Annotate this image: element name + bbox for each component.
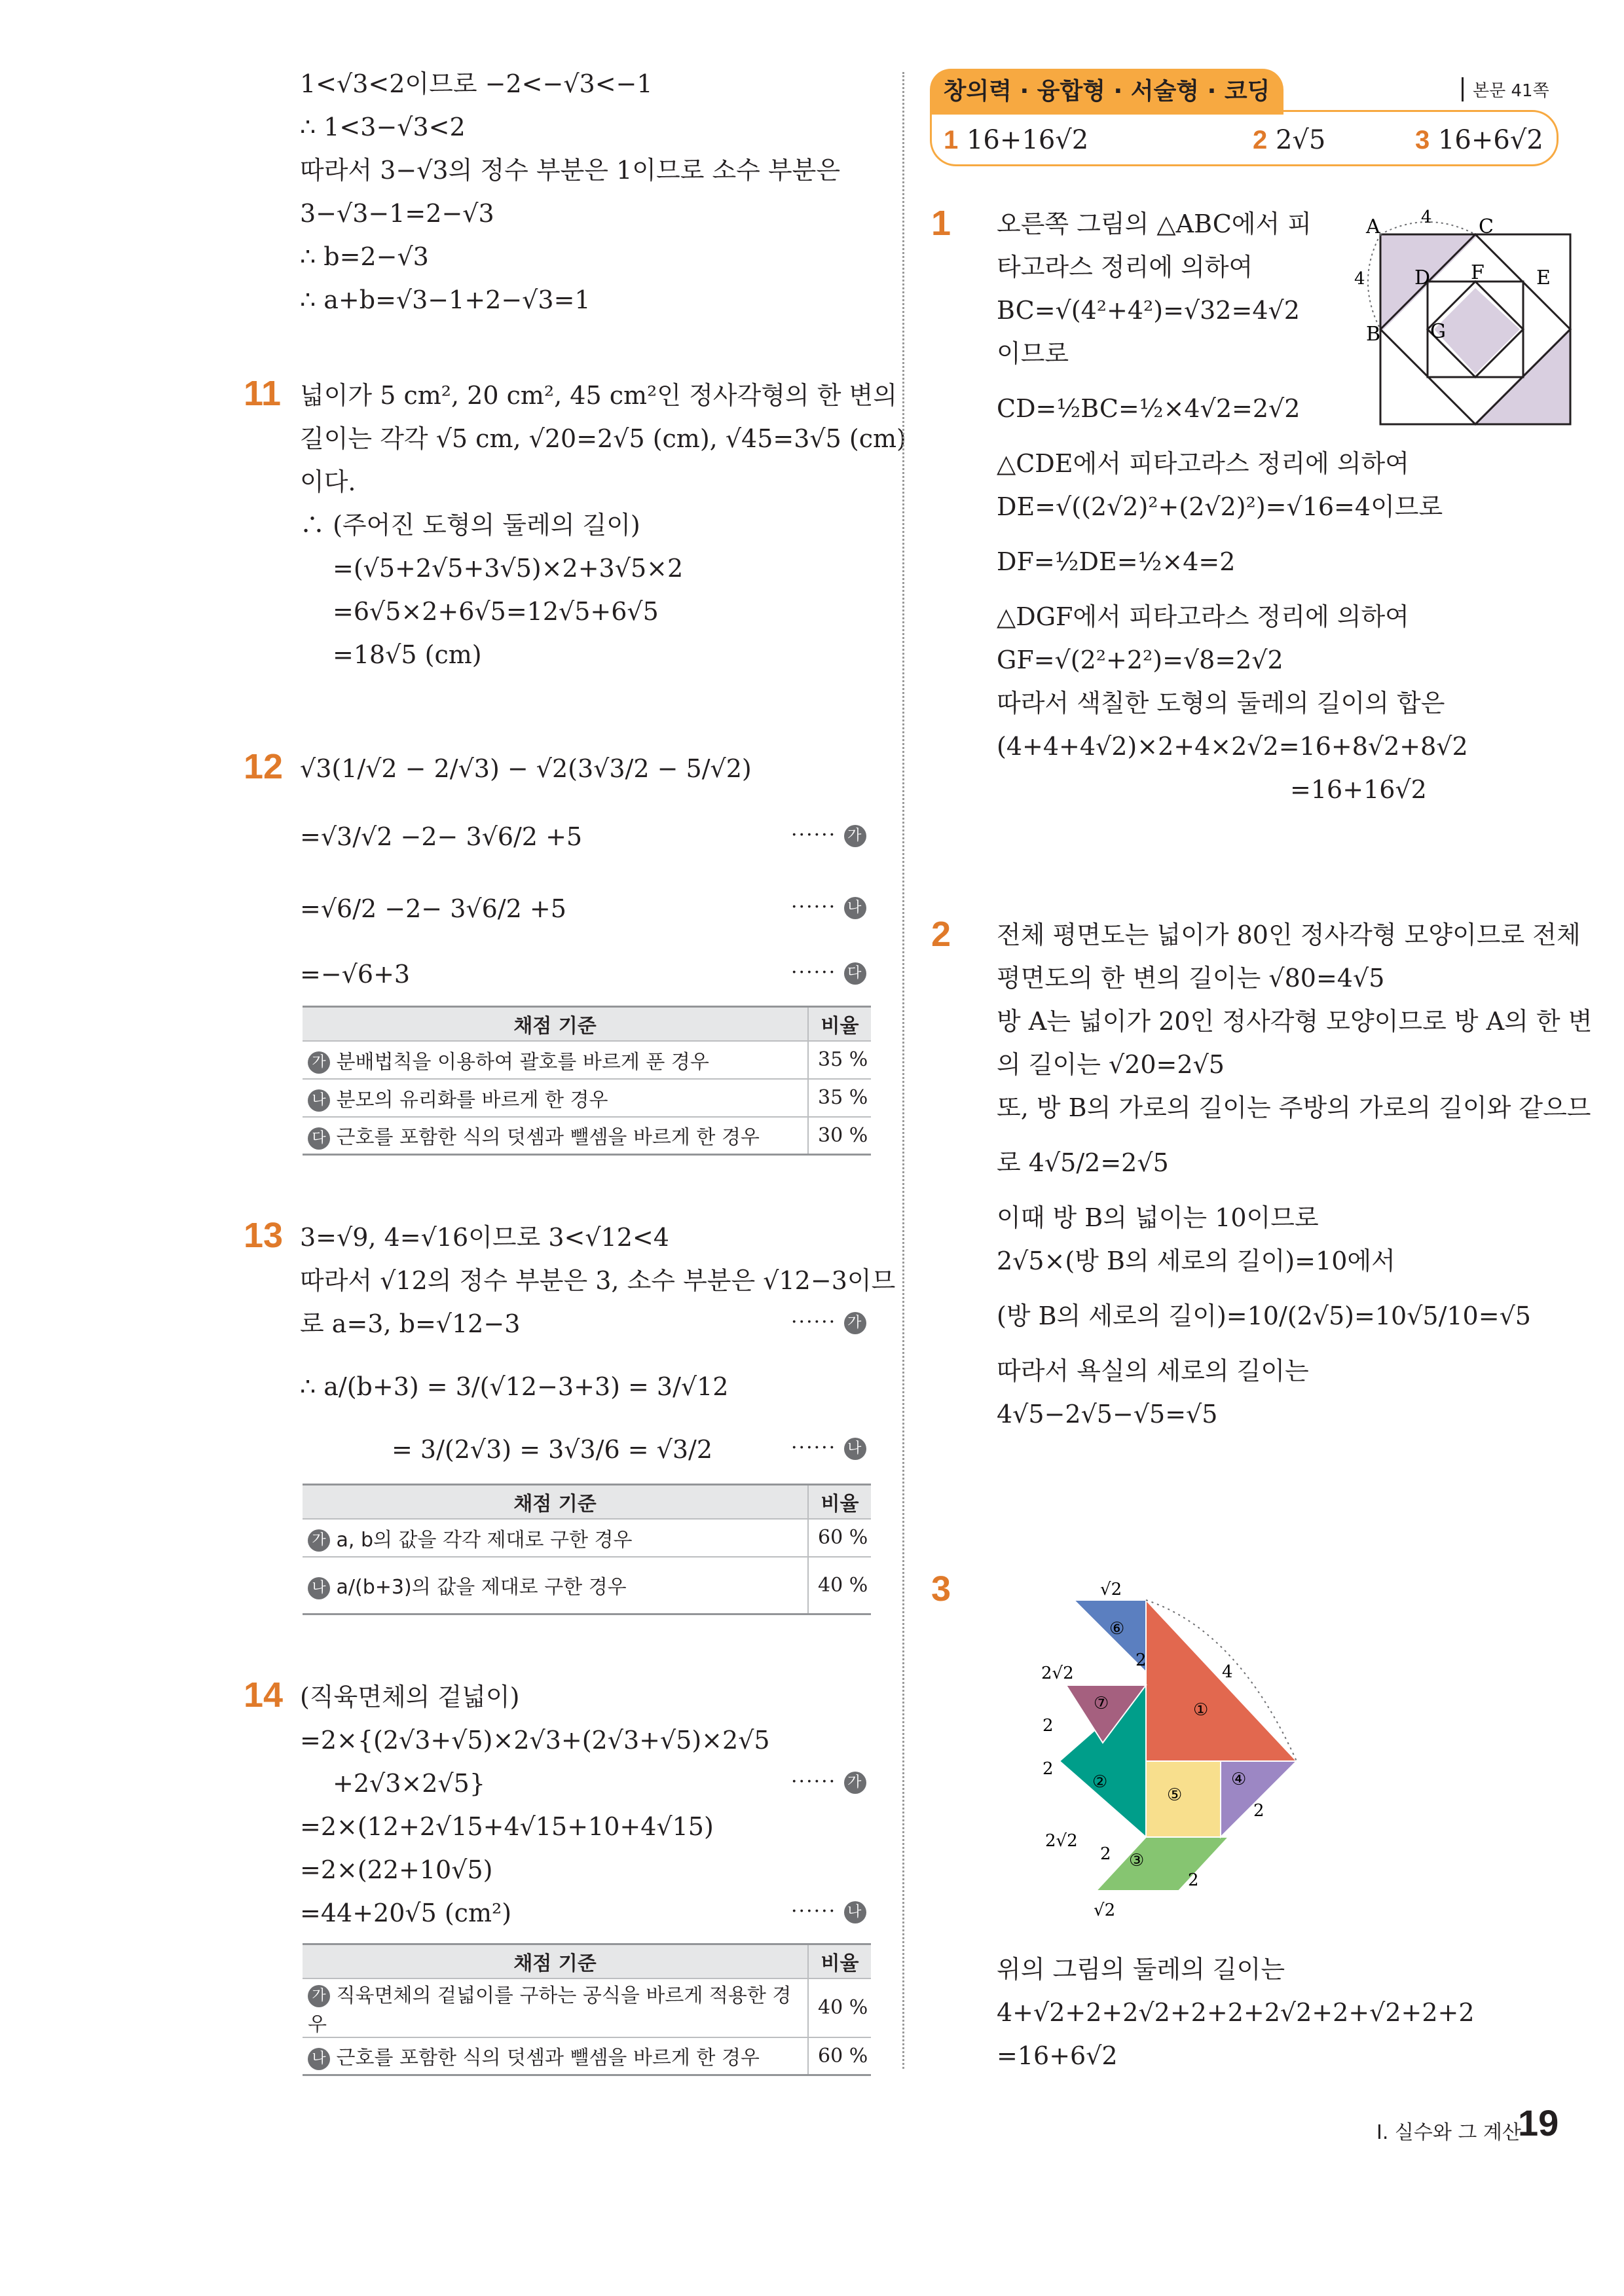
text-line: △CDE에서 피타고라스 정리에 의하여 — [997, 449, 1409, 478]
tangram-label: ① — [1193, 1700, 1209, 1720]
step-mark: 가 — [308, 1985, 330, 2007]
banner-title: 창의력 · 융합형 · 서술형 · 코딩 — [943, 78, 1270, 105]
text-line: 따라서 √12의 정수 부분은 3, 소수 부분은 √12−3이므 — [300, 1266, 896, 1295]
text-line: 방 A는 넓이가 20인 정사각형 모양이므로 방 A의 한 변 — [997, 1007, 1593, 1036]
text-line: 3−√3−1=2−√3 — [300, 199, 494, 228]
table-header: 비율 — [808, 1485, 871, 1519]
problem-number: 1 — [931, 204, 951, 243]
text-line: √3(1/√2 − 2/√3) − √2(3√3/2 − 5/√2) — [300, 754, 752, 783]
answer-value: 16+16√2 — [966, 125, 1089, 155]
text-line: 4√5−2√5−√5=√5 — [997, 1400, 1218, 1429]
answer-number: 1 — [944, 126, 959, 155]
answer-number: 3 — [1415, 126, 1430, 155]
label-c: C — [1479, 215, 1494, 238]
problem-number: 3 — [931, 1569, 951, 1609]
tangram-label: 4 — [1222, 1662, 1233, 1682]
text-line: =18√5 (cm) — [333, 640, 482, 669]
answer-value: 16+6√2 — [1437, 125, 1543, 155]
text-line: 따라서 욕실의 세로의 길이는 — [997, 1357, 1309, 1385]
percent: 40 % — [808, 1557, 871, 1614]
answer-item — [1415, 112, 1543, 168]
tangram-label: 2 — [1135, 1650, 1147, 1670]
label-g: G — [1430, 320, 1446, 343]
text-line: BC=√(4²+4²)=√32=4√2 — [997, 296, 1300, 325]
text-line: =2×(12+2√15+4√15+10+4√15) — [300, 1812, 714, 1841]
label-b: B — [1366, 323, 1381, 346]
table-row — [303, 1079, 871, 1117]
tangram-label: √2 — [1100, 1580, 1122, 1599]
text-line: 길이는 각각 √5 cm, √20=2√5 (cm), √45=3√5 (cm) — [300, 424, 906, 453]
text-line: =(√5+2√5+3√5)×2+3√5×2 — [333, 554, 684, 583]
text-line: 이므로 — [997, 339, 1069, 368]
step-marker: ······ 나 — [791, 1436, 866, 1460]
text-line: 로 4√5/2=2√5 — [997, 1148, 1169, 1177]
percent: 40 % — [808, 1978, 871, 2037]
table-row — [303, 1557, 871, 1614]
text-line: 로 a=3, b=√12−3 — [300, 1309, 521, 1338]
question-number: 11 — [244, 374, 282, 413]
step-mark: 가 — [844, 1312, 866, 1334]
tangram-label: 2√2 — [1041, 1664, 1074, 1683]
tangram-label: 2 — [1100, 1844, 1111, 1864]
percent: 35 % — [808, 1041, 871, 1079]
label-left-length: 4 — [1354, 269, 1365, 289]
step-mark: 가 — [844, 825, 866, 847]
step-mark: 가 — [844, 1772, 866, 1794]
criterion-text: 근호를 포함한 식의 덧셈과 뺄셈을 바르게 한 경우 — [336, 2047, 760, 2070]
step-marker: ······ 가 — [791, 824, 866, 847]
piece-5 — [1146, 1761, 1221, 1837]
criterion-text: a, b의 값을 각각 제대로 구한 경우 — [336, 1528, 633, 1552]
step-mark: 가 — [308, 1529, 330, 1552]
square-figure — [1349, 203, 1578, 432]
tangram-label: 2 — [1253, 1801, 1264, 1821]
tangram-label: ⑤ — [1167, 1785, 1183, 1805]
text-line: △DGF에서 피타고라스 정리에 의하여 — [997, 602, 1409, 631]
page-reference: 본문 41쪽 — [1462, 77, 1549, 101]
table-header: 채점 기준 — [303, 1007, 808, 1041]
table-header: 채점 기준 — [303, 1944, 808, 1978]
text-line: =44+20√5 (cm²) — [300, 1899, 512, 1927]
tangram-figure — [989, 1578, 1329, 1944]
answer-box — [930, 110, 1559, 166]
text-line: GF=√(2²+2²)=√8=2√2 — [997, 646, 1283, 674]
text-line: ∴ 1<3−√3<2 — [300, 113, 466, 141]
text-line: =16+6√2 — [997, 2041, 1118, 2070]
text-line: 평면도의 한 변의 길이는 √80=4√5 — [997, 964, 1385, 993]
text-line: =−√6+3 — [300, 960, 411, 989]
text-line: =√6/2 −2− 3√6/2 +5 — [300, 894, 566, 923]
tangram-label: ③ — [1129, 1851, 1145, 1870]
piece-1 — [1146, 1600, 1297, 1761]
step-marker: ······ 다 — [791, 961, 866, 985]
table-header: 비율 — [808, 1944, 871, 1978]
text-line: 따라서 3−√3의 정수 부분은 1이므로 소수 부분은 — [300, 156, 841, 185]
percent: 60 % — [808, 1519, 871, 1557]
step-mark: 나 — [844, 1901, 866, 1923]
section-banner — [930, 69, 1283, 115]
label-a: A — [1366, 215, 1380, 238]
step-mark: 나 — [308, 1577, 330, 1599]
column-divider — [902, 72, 904, 2069]
text-line: 4+√2+2+2√2+2+2+2√2+2+√2+2+2 — [997, 1998, 1475, 2027]
text-line: =16+16√2 — [1290, 775, 1427, 804]
text-line: 2√5×(방 B의 세로의 길이)=10에서 — [997, 1247, 1395, 1275]
step-marker: ······ 나 — [791, 1900, 866, 1923]
text-line: ∴ b=2−√3 — [300, 242, 429, 271]
text-line: =2×{(2√3+√5)×2√3+(2√3+√5)×2√5 — [300, 1726, 770, 1755]
text-line: (4+4+4√2)×2+4×2√2=16+8√2+8√2 — [997, 732, 1468, 761]
scoring-table — [303, 1484, 871, 1615]
text-line: 1<√3<2이므로 −2<−√3<−1 — [300, 69, 653, 98]
table-header: 비율 — [808, 1007, 871, 1041]
answer-value: 2√5 — [1275, 125, 1326, 155]
step-mark: 나 — [844, 1438, 866, 1460]
step-mark: 나 — [308, 2048, 330, 2070]
footer-section: I. 실수와 그 계산 — [1376, 2121, 1521, 2144]
step-marker: ······ 나 — [791, 896, 866, 919]
text-line: 따라서 색칠한 도형의 둘레의 길이의 합은 — [997, 689, 1445, 718]
tangram-label: 2 — [1043, 1759, 1054, 1779]
label-d: D — [1414, 266, 1431, 289]
scoring-table — [303, 1943, 871, 2076]
text-line: = 3/(2√3) = 3√3/6 = √3/2 — [392, 1435, 713, 1464]
text-line: (직육면체의 겉넓이) — [300, 1683, 520, 1711]
question-number: 14 — [244, 1675, 284, 1715]
page-number: 19 — [1518, 2102, 1559, 2143]
text-line: 이때 방 B의 넓이는 10이므로 — [997, 1203, 1319, 1232]
answer-item — [944, 112, 1088, 168]
criterion-text: 근호를 포함한 식의 덧셈과 뺄셈을 바르게 한 경우 — [336, 1126, 760, 1150]
criterion-text: a/(b+3)의 값을 제대로 구한 경우 — [336, 1576, 627, 1599]
scoring-table — [303, 1006, 871, 1156]
tangram-label: ⑦ — [1094, 1694, 1109, 1713]
tangram-label: 2√2 — [1045, 1831, 1078, 1851]
table-header: 채점 기준 — [303, 1485, 808, 1519]
text-line: +2√3×2√5} — [333, 1769, 485, 1798]
table-row — [303, 1117, 871, 1155]
problem-number: 2 — [931, 915, 951, 954]
step-mark: 나 — [308, 1089, 330, 1112]
text-line: 전체 평면도는 넓이가 80인 정사각형 모양이므로 전체 — [997, 920, 1581, 949]
label-f: F — [1471, 261, 1485, 284]
step-mark: 가 — [308, 1051, 330, 1074]
question-number: 12 — [244, 747, 284, 786]
percent: 30 % — [808, 1117, 871, 1155]
text-line: ∴ a+b=√3−1+2−√3=1 — [300, 285, 591, 314]
criterion-text: 직육면체의 겉넓이를 구하는 공식을 바르게 적용한 경우 — [308, 1984, 792, 2036]
percent: 35 % — [808, 1079, 871, 1117]
label-e: E — [1536, 266, 1551, 289]
text-line: 3=√9, 4=√16이므로 3<√12<4 — [300, 1223, 669, 1252]
step-mark: 나 — [844, 897, 866, 919]
table-row — [303, 1978, 871, 2037]
label-top-length: 4 — [1421, 208, 1432, 227]
text-line: =6√5×2+6√5=12√5+6√5 — [333, 597, 659, 626]
text-line: 넓이가 5 cm², 20 cm², 45 cm²인 정사각형의 한 변의 — [300, 381, 897, 410]
tangram-label: 2 — [1043, 1716, 1054, 1736]
tangram-label: ⑥ — [1109, 1619, 1125, 1639]
text-line: CD=½BC=½×4√2=2√2 — [997, 394, 1301, 423]
tangram-label: 2 — [1188, 1870, 1199, 1890]
text-line: =√3/√2 −2− 3√6/2 +5 — [300, 822, 583, 851]
tangram-label: ④ — [1231, 1770, 1247, 1789]
answer-item — [1253, 112, 1325, 168]
text-line: ∴ a/(b+3) = 3/(√12−3+3) = 3/√12 — [300, 1372, 729, 1401]
question-number: 13 — [244, 1216, 284, 1255]
text-line: 의 길이는 √20=2√5 — [997, 1050, 1225, 1079]
answer-number: 2 — [1253, 126, 1268, 155]
tangram-label: √2 — [1094, 1901, 1116, 1920]
text-line: DF=½DE=½×4=2 — [997, 547, 1236, 576]
text-line: 이다. — [300, 467, 356, 496]
table-row — [303, 1041, 871, 1079]
shaded-square — [1434, 288, 1520, 374]
step-mark: 다 — [844, 962, 866, 985]
text-line: DE=√((2√2)²+(2√2)²)=√16=4이므로 — [997, 492, 1443, 521]
text-line: ∴ (주어진 도형의 둘레의 길이) — [300, 511, 640, 539]
text-line: 오른쪽 그림의 △ABC에서 피 — [997, 210, 1312, 238]
text-line: 위의 그림의 둘레의 길이는 — [997, 1955, 1285, 1984]
step-marker: ······ 가 — [791, 1311, 866, 1334]
text-line: =2×(22+10√5) — [300, 1855, 493, 1884]
text-line: (방 B의 세로의 길이)=10/(2√5)=10√5/10=√5 — [997, 1302, 1531, 1330]
percent: 60 % — [808, 2037, 871, 2075]
text-line: 또, 방 B의 가로의 길이는 주방의 가로의 길이와 같으므 — [997, 1093, 1591, 1122]
criterion-text: 분모의 유리화를 바르게 한 경우 — [336, 1088, 608, 1112]
table-row — [303, 2037, 871, 2075]
table-row — [303, 1519, 871, 1557]
step-mark: 다 — [308, 1127, 330, 1150]
tangram-label: ② — [1092, 1772, 1108, 1792]
criterion-text: 분배법칙을 이용하여 괄호를 바르게 푼 경우 — [336, 1050, 709, 1074]
step-marker: ······ 가 — [791, 1770, 866, 1794]
piece-3 — [1096, 1837, 1228, 1891]
text-line: 타고라스 정리에 의하여 — [997, 253, 1253, 282]
